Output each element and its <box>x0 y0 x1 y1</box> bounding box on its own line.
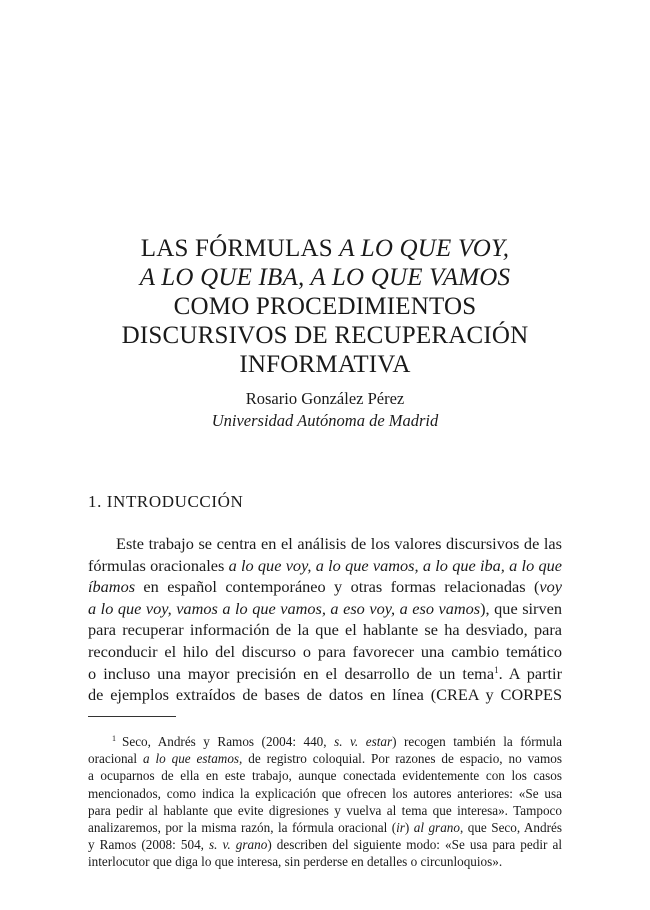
body-paragraph <box>88 533 562 706</box>
body-line: íbamos en español contemporáneo y otras formas relacionadas (voy <box>88 577 562 597</box>
footnote-line: para pedir al hablante que evite digresiones y vuelva al tema que interesa». Tampoco <box>88 802 562 818</box>
footnote-separator <box>88 716 176 717</box>
footnote-line: $^1$ Seco, Andrés y Ramos (2004: 440, s. v. estar) recogen también la fórmula <box>112 734 562 749</box>
title-line-3: COMO PROCEDIMIENTOS <box>173 293 477 320</box>
footnote-line: a ocuparnos de ella en este trabajo, aunque conectada evidentemente con los casos <box>88 768 562 784</box>
footnote-line: oracional a lo que estamos, de registro coloquial. Por razones de espacio, no vamos <box>88 751 562 767</box>
chapter-title <box>0 234 650 379</box>
footnote-line: mencionados, como indica la explicación que ofrecen los autores anteriores: «Se usa <box>88 785 562 801</box>
footnote-reference[interactable]: 1 <box>494 664 499 675</box>
footnote-marker: 1 <box>112 734 116 743</box>
title-line-4: DISCURSIVOS DE RECUPERACIÓN <box>121 322 529 349</box>
body-line: a lo que voy, vamos a lo que vamos, a eso voy, a eso vamos), que sirven <box>88 598 562 618</box>
body-line: para recuperar información de la que el hablante se ha desviado, para <box>88 620 562 640</box>
footnote-line: analizaremos, por la misma razón, la fórmula oracional (ir) al grano, que Seco, Andrés <box>88 819 562 835</box>
title-line-2: A LO QUE IBA, A LO QUE VAMOS <box>139 264 511 291</box>
author-affiliation: Universidad Autónoma de Madrid <box>211 411 439 430</box>
footnote <box>88 733 562 871</box>
title-line-1: LAS FÓRMULAS A LO QUE VOY, <box>140 235 510 262</box>
author-name: Rosario González Pérez <box>245 389 405 408</box>
title-line-5: INFORMATIVA <box>239 351 411 378</box>
body-line: fórmulas oracionales a lo que voy, a lo que vamos, a lo que iba, a lo que <box>88 555 562 575</box>
footnote-line: y Ramos (2008: 504, s. v. grano) describen del siguiente modo: «Se usa para pedir al <box>88 837 562 853</box>
body-line: Este trabajo se centra en el análisis de los valores discursivos de las <box>116 534 562 553</box>
body-line: reconducir el hilo del discurso o para favorecer una cambio temático <box>88 641 562 661</box>
footnote-line: interlocutor que diga lo que interesa, sin perderse en detalles o circunloquios». <box>88 854 503 870</box>
body-line: o incluso una mayor precisión en el desarrollo de un tema$^1$. A partir <box>88 663 562 683</box>
body-line: de ejemplos extraídos de bases de datos en línea (CREA y CORPES <box>88 685 562 705</box>
section-heading: 1. INTRODUCCIÓN <box>88 492 244 511</box>
